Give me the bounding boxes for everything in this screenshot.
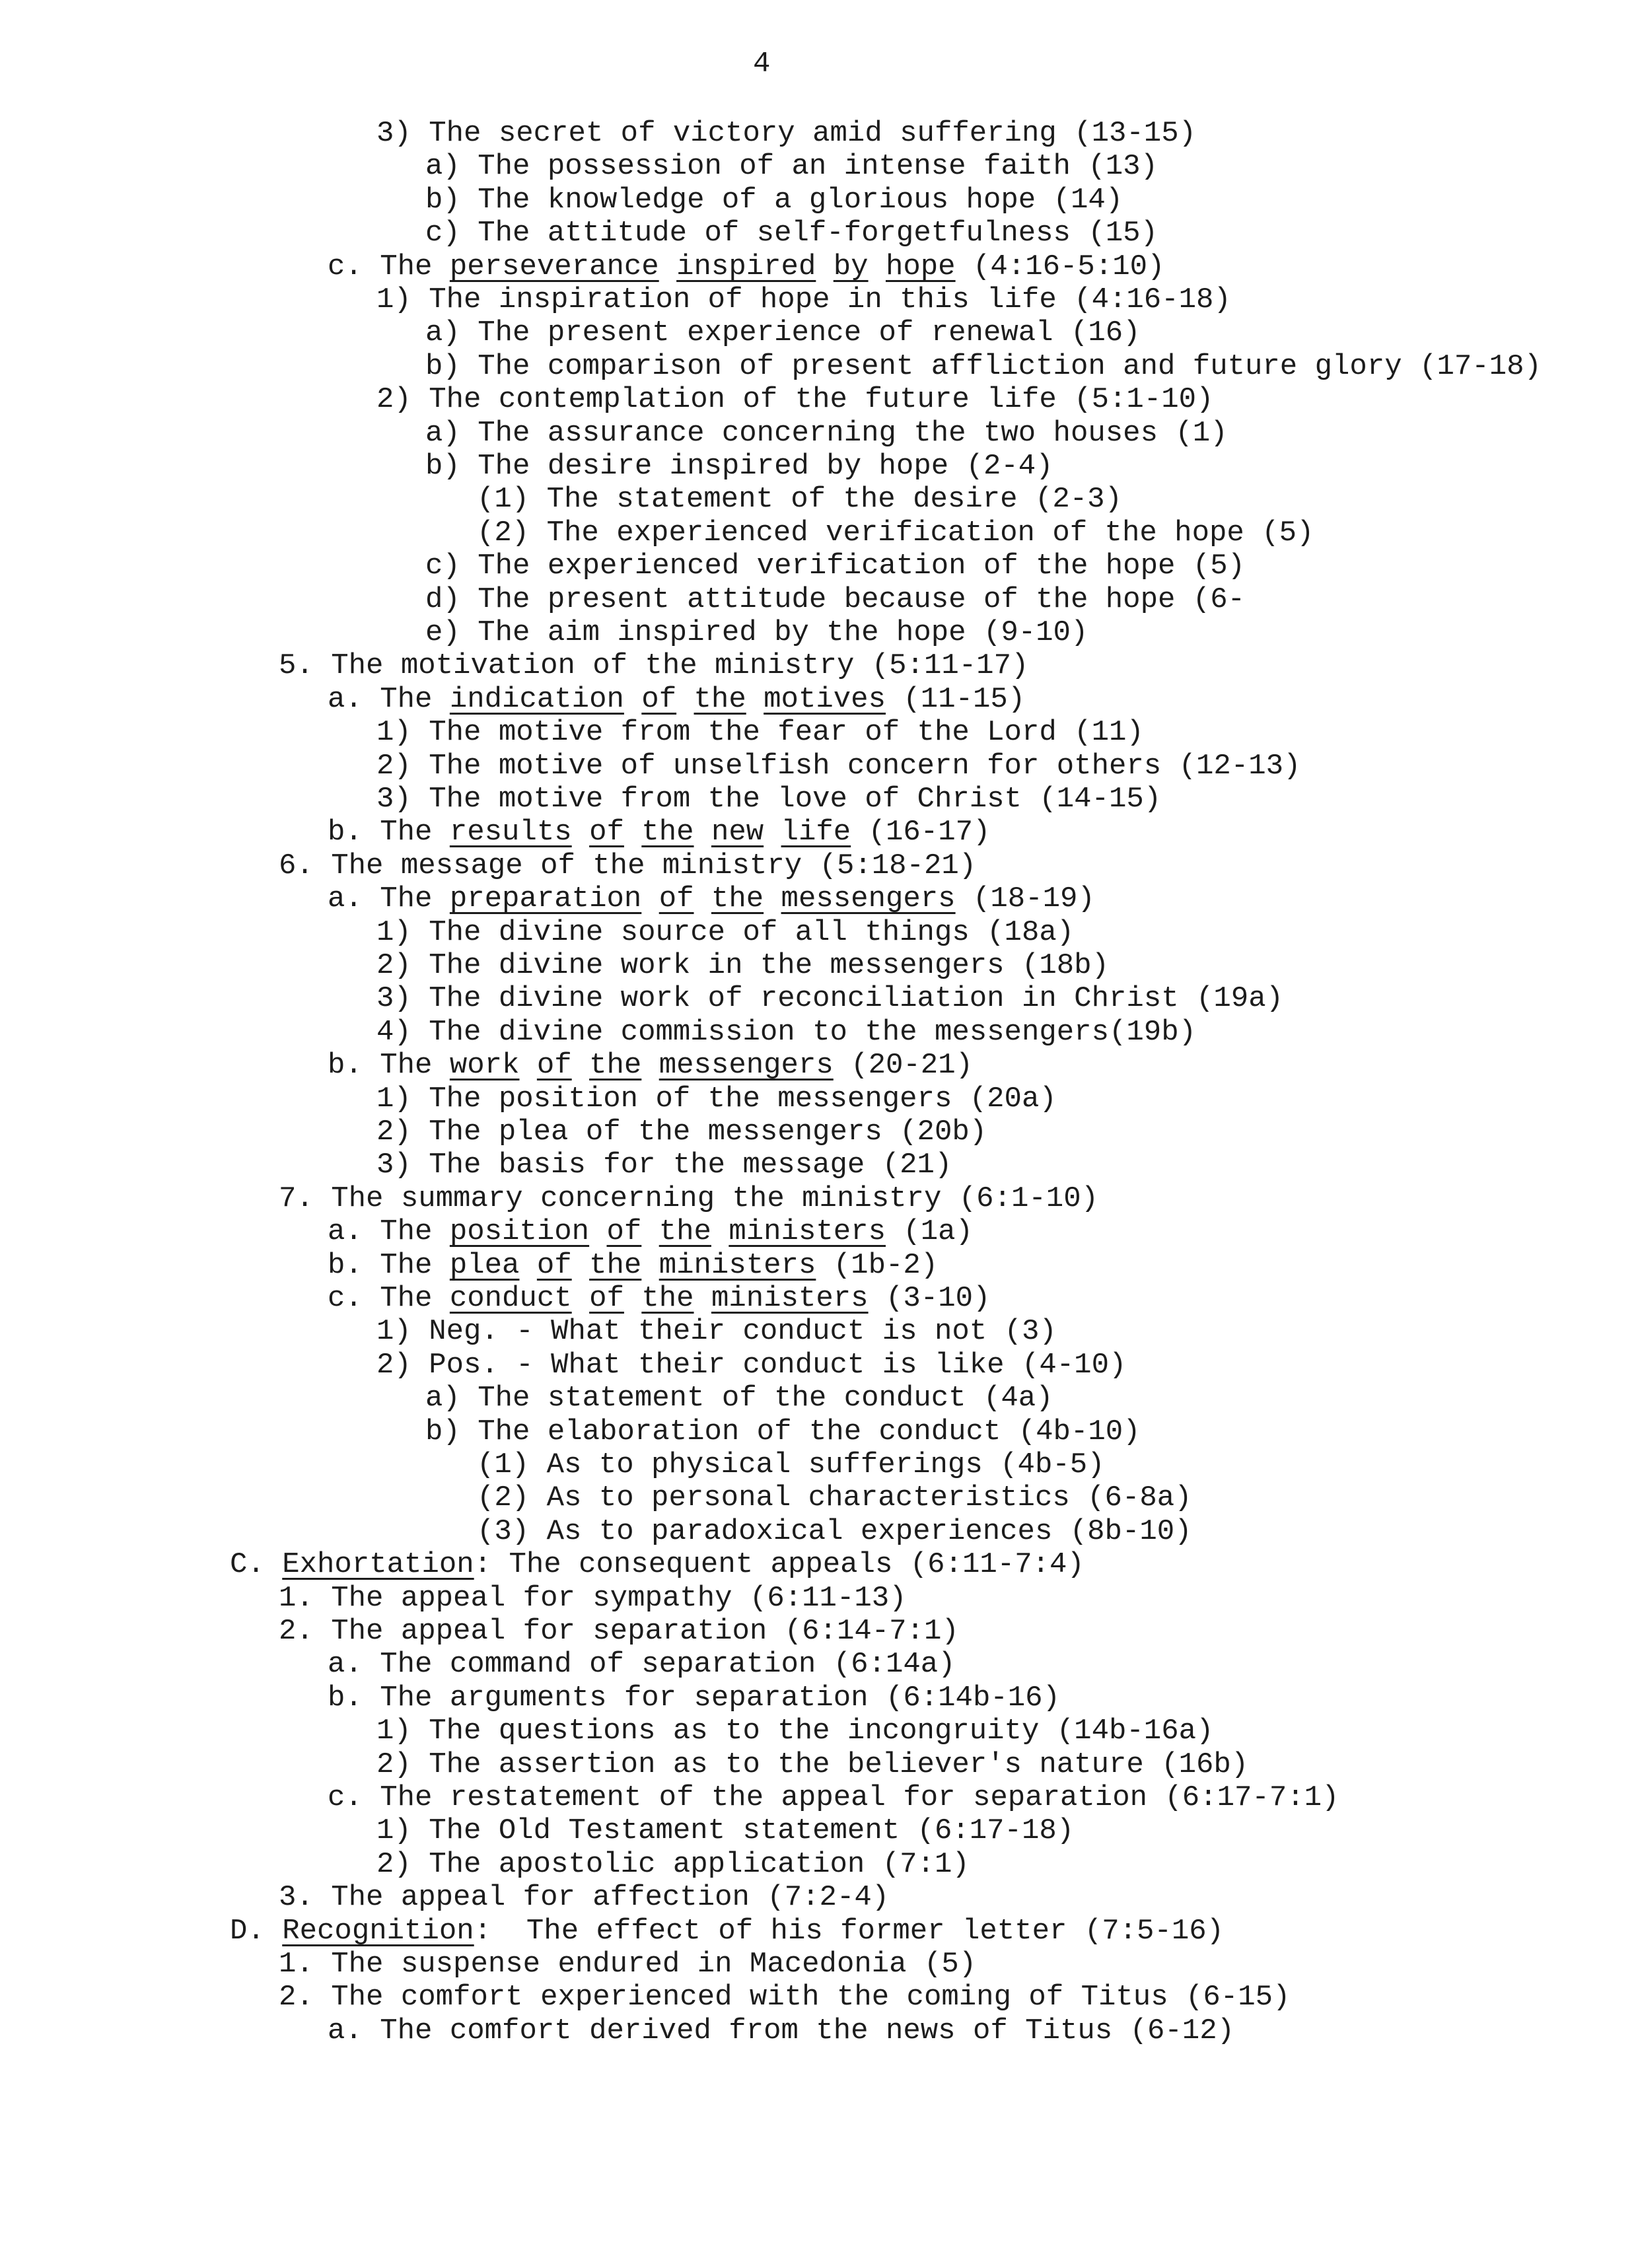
line-text: 1) The questions as to the incongruity (14b-16a) xyxy=(376,1715,1214,1748)
underlined-term: motives xyxy=(764,683,886,716)
underlined-term: ministers xyxy=(659,1249,816,1282)
line-text xyxy=(746,683,764,716)
outline-line xyxy=(279,1950,976,1979)
line-text: (4:16-5:10) xyxy=(955,250,1165,283)
line-text: (18-19) xyxy=(955,882,1095,915)
underlined-term: ministers xyxy=(711,1282,869,1315)
line-text: c) The experienced verification of the hope (5) xyxy=(425,549,1246,583)
line-text: (20-21) xyxy=(833,1049,973,1082)
line-text: (1b-2) xyxy=(816,1249,939,1282)
outline-line xyxy=(425,452,1053,481)
underlined-term: work xyxy=(449,1049,520,1082)
underlined-term: of xyxy=(536,1249,572,1282)
line-text: b) The knowledge of a glorious hope (14) xyxy=(425,184,1123,217)
line-text: 7. The summary concerning the ministry (6:1-10) xyxy=(279,1182,1099,1215)
line-text: b) The comparison of present affliction and future glory (17-18) xyxy=(425,350,1542,383)
underlined-term: Recognition xyxy=(282,1915,474,1948)
line-text: a) The possession of an intense faith (13) xyxy=(425,150,1158,183)
line-text: 1) Neg. - What their conduct is not (3) xyxy=(376,1315,1057,1348)
line-text xyxy=(641,1215,659,1248)
line-text: d) The present attitude because of the hope (6- xyxy=(425,583,1246,616)
line-text: 2) The assertion as to the believer's nature (16b) xyxy=(376,1748,1249,1781)
line-text: (2) The experienced verification of the hope (5) xyxy=(477,516,1314,549)
line-text: (16-17) xyxy=(851,816,991,849)
outline-line xyxy=(376,951,1109,980)
line-text: (1a) xyxy=(885,1215,973,1248)
line-text: 3) The basis for the message (21) xyxy=(376,1149,952,1182)
underlined-term: the xyxy=(694,683,746,716)
outline-line xyxy=(425,1384,1053,1413)
outline-line xyxy=(328,252,1164,281)
line-text: 1) The position of the messengers (20a) xyxy=(376,1082,1057,1116)
outline-line xyxy=(425,318,1141,347)
outline-line xyxy=(425,152,1158,181)
outline-line xyxy=(376,752,1300,781)
line-text: 2) The motive of unselfish concern for others (12-13) xyxy=(376,750,1301,783)
underlined-term: messengers xyxy=(781,882,956,915)
line-text: a) The statement of the conduct (4a) xyxy=(425,1382,1053,1415)
underlined-term: indication xyxy=(449,683,624,716)
line-text: 2. The appeal for separation (6:14-7:1) xyxy=(279,1615,959,1648)
line-text: a. The xyxy=(328,882,450,915)
line-text: C. xyxy=(230,1548,283,1581)
outline-line xyxy=(425,219,1158,248)
outline-line xyxy=(425,419,1228,448)
outline-line xyxy=(376,718,1144,747)
line-text: a. The xyxy=(328,683,450,716)
outline-line xyxy=(425,186,1123,215)
outline-line xyxy=(376,1351,1126,1380)
outline-line xyxy=(376,785,1161,814)
line-text xyxy=(572,816,589,849)
outline-line xyxy=(425,585,1245,614)
outline-line xyxy=(279,1617,959,1646)
outline-line xyxy=(328,1783,1339,1812)
outline-line xyxy=(477,485,1122,514)
underlined-term: the xyxy=(589,1249,642,1282)
underlined-term: preparation xyxy=(449,882,642,915)
underlined-term: of xyxy=(659,882,694,915)
line-text xyxy=(641,1249,659,1282)
line-text: 1) The divine source of all things (18a) xyxy=(376,916,1075,949)
underlined-term: messengers xyxy=(659,1049,834,1082)
underlined-term: results xyxy=(449,816,572,849)
outline-line xyxy=(376,1084,1057,1114)
underlined-term: of xyxy=(606,1215,642,1248)
underlined-term: plea xyxy=(449,1249,520,1282)
line-text: (1) As to physical sufferings (4b-5) xyxy=(477,1448,1105,1481)
underlined-term: by xyxy=(833,250,869,283)
outline-line xyxy=(376,1018,1196,1047)
outline-line xyxy=(328,1051,973,1080)
outline-line xyxy=(279,1883,889,1912)
outline-line xyxy=(425,1417,1141,1446)
outline-line xyxy=(376,285,1231,314)
outline-line xyxy=(376,119,1196,148)
outline-line xyxy=(328,1217,973,1246)
line-text: 1. The suspense endured in Macedonia (5) xyxy=(279,1948,977,1981)
outline-line xyxy=(477,1450,1105,1479)
line-text: (2) As to personal characteristics (6-8a) xyxy=(477,1481,1192,1514)
line-text xyxy=(589,1215,606,1248)
line-text xyxy=(641,1049,659,1082)
outline-line xyxy=(279,1983,1290,2012)
outline-line xyxy=(376,918,1074,947)
line-text xyxy=(816,250,833,283)
line-text: a) The assurance concerning the two houses (1) xyxy=(425,417,1228,450)
underlined-term: the xyxy=(641,816,694,849)
line-text: D. xyxy=(230,1915,283,1948)
line-text: 3) The secret of victory amid suffering (13-15) xyxy=(376,117,1197,150)
underlined-term: position xyxy=(449,1215,590,1248)
outline-line xyxy=(477,1517,1192,1546)
outline-line xyxy=(477,1483,1192,1512)
underlined-term: of xyxy=(589,816,624,849)
line-text: a. The xyxy=(328,1215,450,1248)
line-text: 2) Pos. - What their conduct is like (4-10) xyxy=(376,1349,1127,1382)
line-text xyxy=(659,250,676,283)
line-text xyxy=(694,882,711,915)
underlined-term: the xyxy=(589,1049,642,1082)
line-text: 2) The divine work in the messengers (18b) xyxy=(376,949,1109,982)
line-text xyxy=(624,1282,641,1315)
outline-line xyxy=(328,1251,938,1280)
underlined-term: Exhortation xyxy=(282,1548,474,1581)
line-text: b. The arguments for separation (6:14b-16) xyxy=(328,1682,1060,1715)
line-text xyxy=(694,1282,711,1315)
line-text: c. The xyxy=(328,1282,450,1315)
line-text: 3) The motive from the love of Christ (14-15) xyxy=(376,783,1162,816)
line-text: (11-15) xyxy=(885,683,1026,716)
line-text: 1) The inspiration of hope in this life (4:16-18) xyxy=(376,283,1231,316)
line-text: 2. The comfort experienced with the coming of Titus (6-15) xyxy=(279,1981,1291,2014)
outline-line xyxy=(279,1184,1098,1213)
underlined-term: hope xyxy=(885,250,956,283)
line-text xyxy=(641,882,659,915)
outline-line xyxy=(425,352,1542,381)
page-number: 4 xyxy=(753,48,771,81)
underlined-term: perseverance xyxy=(449,250,659,283)
underlined-term: new xyxy=(711,816,764,849)
line-text xyxy=(764,882,781,915)
outline-line xyxy=(230,1917,1224,1946)
line-text: b. The xyxy=(328,816,450,849)
line-text: 4) The divine commission to the messengers(19b) xyxy=(376,1016,1197,1049)
underlined-term: of xyxy=(589,1282,624,1315)
outline-line xyxy=(376,385,1213,414)
outline-line xyxy=(328,884,1095,913)
outline-line xyxy=(328,685,1025,714)
line-text: c. The restatement of the appeal for separation (6:17-7:1) xyxy=(328,1781,1339,1814)
outline-line xyxy=(376,984,1283,1013)
line-text: e) The aim inspired by the hope (9-10) xyxy=(425,616,1088,649)
line-text: 5. The motivation of the ministry (5:11-17) xyxy=(279,649,1029,682)
line-text: 1) The motive from the fear of the Lord (11) xyxy=(376,716,1144,749)
outline-line xyxy=(279,651,1028,680)
underlined-term: life xyxy=(781,816,851,849)
line-text: (3-10) xyxy=(868,1282,991,1315)
line-text xyxy=(676,683,694,716)
line-text xyxy=(572,1049,589,1082)
line-text: 1) The Old Testament statement (6:17-18) xyxy=(376,1814,1075,1847)
line-text: 3) The divine work of reconciliation in Christ (19a) xyxy=(376,982,1284,1015)
outline-line xyxy=(376,1317,1057,1346)
outline-line xyxy=(230,1550,1085,1579)
line-text xyxy=(869,250,886,283)
line-text: b. The xyxy=(328,1049,450,1082)
outline-line xyxy=(376,1750,1248,1779)
underlined-term: the xyxy=(659,1215,711,1248)
line-text xyxy=(624,816,641,849)
line-text: (1) The statement of the desire (2-3) xyxy=(477,483,1122,516)
line-text: 2) The plea of the messengers (20b) xyxy=(376,1116,987,1149)
outline-line xyxy=(328,2016,1234,2045)
outline-line xyxy=(477,518,1314,548)
underlined-term: conduct xyxy=(449,1282,572,1315)
outline-line xyxy=(425,618,1088,647)
line-text: a. The comfort derived from the news of Titus (6-12) xyxy=(328,2014,1235,2047)
line-text: 3. The appeal for affection (7:2-4) xyxy=(279,1881,890,1914)
line-text xyxy=(764,816,781,849)
line-text: b. The xyxy=(328,1249,450,1282)
underlined-term: of xyxy=(641,683,677,716)
outline-line xyxy=(376,1151,952,1180)
line-text: c) The attitude of self-forgetfulness (15) xyxy=(425,217,1158,250)
line-text: b) The elaboration of the conduct (4b-10) xyxy=(425,1415,1141,1448)
line-text: 1. The appeal for sympathy (6:11-13) xyxy=(279,1582,907,1615)
line-text: 2) The contemplation of the future life (5:1-10) xyxy=(376,383,1214,416)
outline-line xyxy=(376,1816,1074,1845)
line-text xyxy=(694,816,711,849)
line-text xyxy=(624,683,641,716)
line-text: 2) The apostolic application (7:1) xyxy=(376,1848,970,1881)
outline-line xyxy=(376,1717,1213,1746)
line-text: 6. The message of the ministry (5:18-21) xyxy=(279,849,977,882)
underlined-term: of xyxy=(536,1049,572,1082)
line-text xyxy=(519,1249,536,1282)
line-text: a. The command of separation (6:14a) xyxy=(328,1648,956,1681)
underlined-term: the xyxy=(641,1282,694,1315)
outline-line xyxy=(425,551,1245,581)
outline-line xyxy=(279,851,976,880)
outline-line xyxy=(328,1284,990,1313)
line-text xyxy=(711,1215,729,1248)
outline-line xyxy=(279,1584,907,1613)
outline-line xyxy=(328,1683,1060,1713)
line-text xyxy=(519,1049,536,1082)
line-text xyxy=(572,1282,589,1315)
outline-line xyxy=(328,1650,956,1679)
outline-line xyxy=(376,1117,987,1147)
outline-line xyxy=(376,1850,970,1879)
outline-line xyxy=(328,818,990,847)
line-text: c. The xyxy=(328,250,450,283)
underlined-term: ministers xyxy=(729,1215,886,1248)
line-text: : The consequent appeals (6:11-7:4) xyxy=(474,1548,1085,1581)
underlined-term: inspired xyxy=(676,250,816,283)
line-text: a) The present experience of renewal (16) xyxy=(425,316,1141,349)
line-text: b) The desire inspired by hope (2-4) xyxy=(425,450,1053,483)
line-text xyxy=(572,1249,589,1282)
underlined-term: the xyxy=(711,882,764,915)
line-text: (3) As to paradoxical experiences (8b-10) xyxy=(477,1515,1192,1548)
line-text: : The effect of his former letter (7:5-16) xyxy=(474,1915,1225,1948)
